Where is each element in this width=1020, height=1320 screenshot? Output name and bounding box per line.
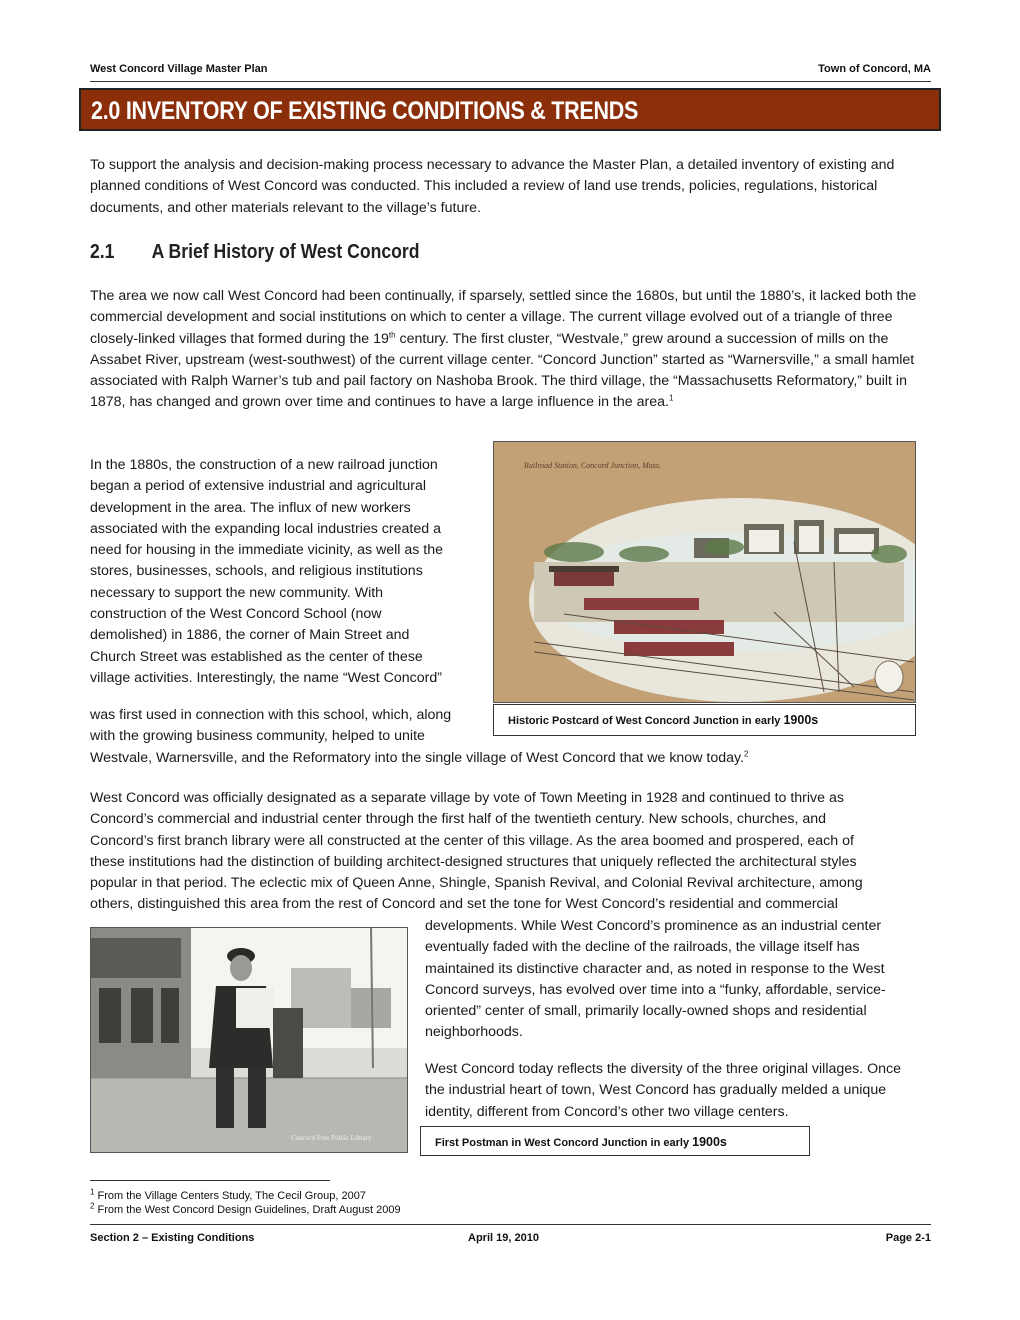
postman-caption-year: 1900s [692, 1135, 727, 1149]
p3-line: these institutions had the distinction of building architect-designed structures that uniquely reflected the architectural styles [90, 853, 857, 870]
postman-caption [420, 1126, 810, 1156]
history-paragraph-3-right [425, 916, 935, 1044]
section-banner [79, 88, 941, 131]
footnotes [90, 1187, 401, 1217]
p2-line: began a period of extensive industrial and agricultural [90, 478, 426, 495]
footnote-1-number: 1 [90, 1187, 95, 1197]
footer-rule [90, 1224, 931, 1225]
history-paragraph-1 [90, 286, 935, 414]
p4-line: West Concord today reflects the diversity of the three original villages. Once [425, 1061, 902, 1077]
p3-line: popular in that period. The eclectic mix of Queen Anne, Shingle, Spanish Revival, and Colonial Revival architecture, among [90, 875, 863, 892]
p2-line: In the 1880s, the construction of a new railroad junction [90, 457, 438, 473]
footnote-2 [90, 1200, 401, 1218]
p1-superscript: th [388, 329, 396, 339]
header-town: Town of Concord, MA [818, 63, 931, 75]
section-heading [90, 241, 420, 264]
postman-illustration [91, 928, 407, 1152]
footer-section: Section 2 – Existing Conditions [90, 1232, 255, 1244]
p2-line: construction of the West Concord School (now [90, 606, 382, 623]
p3-line: Concord’s first branch library were all constructed at the center of this village. As the area boomed and prospered, each of [90, 832, 854, 849]
footnote-ref-1[interactable]: 1 [668, 393, 674, 403]
p3-right-line: eventually faded with the decline of the railroads, the village itself has [425, 939, 860, 956]
p2-line: demolished) in 1886, the corner of Main Street and [90, 627, 410, 644]
postcard-caption-year: 1900s [783, 713, 819, 727]
p2-line: associated with the expanding local industries created a [90, 520, 441, 537]
section-number: 2.1 [90, 241, 115, 263]
p2-cont-line: Westvale, Warnersville, and the Reformatory into the single village of West Concord that we know today. [90, 749, 744, 766]
section-title: A Brief History of West Concord [151, 241, 420, 263]
footnote-separator [90, 1180, 330, 1181]
p2-line: village activities. Interestingly, the name “West Concord” [90, 669, 442, 686]
history-paragraph-4 [425, 1059, 935, 1123]
section-banner-title: 2.0 INVENTORY OF EXISTING CONDITIONS & TRENDS [91, 97, 639, 125]
footnote-2-text: From the West Concord Design Guidelines, Draft August 2009 [94, 1203, 401, 1216]
p2-line: necessary to support the new community. With [90, 584, 384, 601]
p3-right-line: neighborhoods. [425, 1024, 523, 1041]
p4-line: the industrial heart of town, West Concord has gradually melded a unique [425, 1082, 887, 1099]
p1-text: The area we now call West Concord had been continually, if sparsely, settled since the 1680s, but until the 1880’s, it lacked both the commercial development and social institutions on which to center a village. The current village evolved out of a triangle of three closely-linked villages that formed during the 19 [90, 288, 917, 347]
p2-cont-line: was first used in connection with this school, which, along [90, 707, 452, 723]
postcard-caption [493, 704, 916, 736]
header-document-title: West Concord Village Master Plan [90, 63, 268, 75]
p2-cont-line: with the growing business community, helped to unite [90, 728, 425, 745]
footnote-1 [90, 1187, 401, 1204]
footnote-1-text: From the Village Centers Study, The Cecil Group, 2007 [94, 1190, 366, 1202]
p2-line: development in the area. The influx of new workers [90, 499, 411, 516]
postcard-handwriting: Railroad Station, Concord Junction, Mass. [524, 461, 661, 470]
p3-line: Concord’s commercial and industrial center through the first half of the twentieth century. New schools, churches, and [90, 811, 827, 828]
p2-line: stores, businesses, schools, and religious institutions [90, 563, 423, 580]
footnote-2-number: 2 [90, 1200, 95, 1210]
p2-line: Church Street was established as the center of these [90, 648, 423, 665]
p4-line: identity, different from Concord’s other two village centers. [425, 1103, 789, 1120]
p3-right-line: oriented” center of small, primarily locally-owned shops and residential [425, 1003, 867, 1020]
postman-photo [90, 927, 408, 1153]
p2-line: need for housing in the immediate vicinity, as well as the [90, 542, 444, 559]
footer-date: April 19, 2010 [468, 1232, 539, 1244]
postcard-illustration [494, 442, 915, 702]
p3-right-line: maintained its distinctive character and, as noted in response to the West [425, 960, 885, 977]
p3-right-line: developments. While West Concord’s prominence as an industrial center [425, 918, 882, 934]
p1-text-2: century. The first cluster, “Westvale,” grew around a succession of mills on the Assabet River, upstream (west-southwest) of the current village center. “Concord Junction” started as “Warnersville,” a small hamlet associated with Ralph Warner’s tub and pail factory on Nashoba Brook. The third village, the “Massachusetts Reformatory,” built in 1878, has changed and grown over time and continues to have a large influence in the area. [90, 330, 915, 411]
p3-right-line: Concord surveys, has evolved over time into a “funky, affordable, service- [425, 981, 886, 998]
header-rule [90, 81, 931, 82]
photo-watermark: Concord Free Public Library [291, 1134, 372, 1142]
postman-caption-text: First Postman in West Concord Junction in early [435, 1137, 693, 1149]
p3-line: West Concord was officially designated as a separate village by vote of Town Meeting in 1928 and continued to thrive as [90, 790, 844, 806]
p3-line: others, distinguished this area from the rest of Concord and set the tone for West Concord’s residential and commercial [90, 896, 838, 913]
intro-paragraph [90, 155, 935, 219]
history-paragraph-2 [90, 455, 490, 689]
postcard-caption-text: Historic Postcard of West Concord Junction in early [508, 715, 784, 727]
historic-postcard-image [493, 441, 916, 703]
history-paragraph-3 [90, 788, 935, 916]
intro-text: To support the analysis and decision-making process necessary to advance the Master Plan, a detailed inventory of existing and planned conditions of West Concord was conducted. This included a review of land use trends, policies, regulations, historical documents, and other materials relevant to the village’s future. [90, 157, 895, 216]
footer-page-number: Page 2-1 [885, 1232, 931, 1244]
footnote-ref-2[interactable]: 2 [743, 748, 749, 758]
